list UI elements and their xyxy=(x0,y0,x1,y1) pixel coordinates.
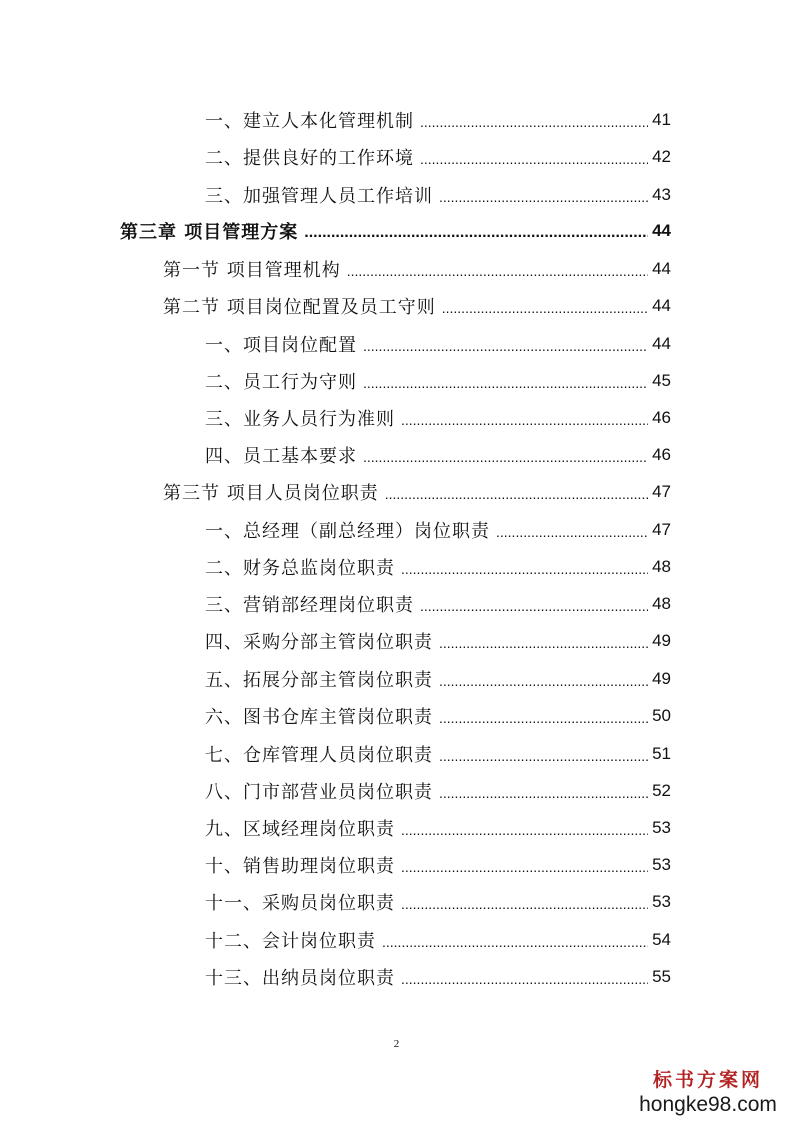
dot-leader xyxy=(420,114,648,130)
toc-title: 第三章 项目管理方案 xyxy=(120,222,299,243)
toc-page-number: 41 xyxy=(652,110,671,129)
toc-page-number: 45 xyxy=(652,371,671,390)
toc-entry-1 xyxy=(205,106,671,134)
dot-leader xyxy=(420,151,648,167)
dot-leader xyxy=(439,635,648,651)
toc-page-number: 44 xyxy=(652,296,671,315)
toc-entry-11 xyxy=(163,478,671,506)
toc-page-number: 48 xyxy=(652,594,671,613)
toc-entry-17 xyxy=(205,702,671,730)
toc-entry-24 xyxy=(205,963,671,991)
toc-page-number: 47 xyxy=(652,482,671,501)
dot-leader xyxy=(439,748,648,764)
toc-page-number: 46 xyxy=(652,445,671,464)
toc-title: 十三、出纳员岗位职责 xyxy=(205,968,395,989)
toc-title: 十一、采购员岗位职责 xyxy=(205,893,395,914)
dot-leader xyxy=(401,896,648,912)
toc-title: 六、图书仓库主管岗位职责 xyxy=(205,707,433,728)
toc-title: 十二、会计岗位职责 xyxy=(205,931,376,952)
dot-leader xyxy=(401,971,648,987)
page-number: 2 xyxy=(393,1038,400,1050)
toc-title: 三、加强管理人员工作培训 xyxy=(205,186,433,207)
toc-page-number: 55 xyxy=(652,967,671,986)
toc-page-number: 53 xyxy=(652,892,671,911)
dot-leader xyxy=(442,300,648,316)
toc-entry-10 xyxy=(205,441,671,469)
dot-leader xyxy=(363,338,648,354)
toc-entry-18 xyxy=(205,740,671,768)
dot-leader xyxy=(363,449,648,465)
toc-title: 九、区域经理岗位职责 xyxy=(205,819,395,840)
toc-page-number: 47 xyxy=(652,520,671,539)
dot-leader xyxy=(347,263,648,279)
toc-entry-21 xyxy=(205,851,671,879)
toc-title: 四、采购分部主管岗位职责 xyxy=(205,632,433,653)
toc-title: 七、仓库管理人员岗位职责 xyxy=(205,745,433,766)
toc-title: 第三节 项目人员岗位职责 xyxy=(163,483,379,504)
toc-entry-16 xyxy=(205,665,671,693)
toc-title: 八、门市部营业员岗位职责 xyxy=(205,782,433,803)
toc-entry-14 xyxy=(205,590,671,618)
toc-page-number: 54 xyxy=(652,930,671,949)
toc-title: 第一节 项目管理机构 xyxy=(163,260,341,281)
toc-entry-19 xyxy=(205,777,671,805)
toc-title: 二、财务总监岗位职责 xyxy=(205,558,395,579)
toc-title: 二、提供良好的工作环境 xyxy=(205,148,414,169)
site-watermark xyxy=(633,1068,783,1118)
toc-entry-2 xyxy=(205,143,671,171)
toc-entry-5 xyxy=(163,255,671,283)
dot-leader xyxy=(304,224,648,242)
toc-page-number: 49 xyxy=(652,669,671,688)
toc-page-number: 53 xyxy=(652,818,671,837)
dot-leader xyxy=(385,486,648,502)
toc-title: 五、拓展分部主管岗位职责 xyxy=(205,670,433,691)
toc-title: 一、总经理（副总经理）岗位职责 xyxy=(205,521,490,542)
toc-page-number: 50 xyxy=(652,706,671,725)
dot-leader xyxy=(496,524,648,540)
toc-title: 三、业务人员行为准则 xyxy=(205,409,395,430)
toc-title: 十、销售助理岗位职责 xyxy=(205,856,395,877)
dot-leader xyxy=(439,710,648,726)
dot-leader xyxy=(439,673,648,689)
toc-page-number: 46 xyxy=(652,408,671,427)
dot-leader xyxy=(401,561,648,577)
toc-title: 四、员工基本要求 xyxy=(205,446,357,467)
toc-page-number: 44 xyxy=(652,334,671,353)
toc-page-number: 53 xyxy=(652,855,671,874)
toc-page-number: 52 xyxy=(652,781,671,800)
toc-page-number: 44 xyxy=(652,221,671,240)
toc-entry-23 xyxy=(205,926,671,954)
toc-entry-7 xyxy=(205,330,671,358)
toc-entry-chapter-3 xyxy=(120,217,671,245)
toc-entry-22 xyxy=(205,888,671,916)
dot-leader xyxy=(363,375,648,391)
toc-title: 一、建立人本化管理机制 xyxy=(205,111,414,132)
toc-page-number: 51 xyxy=(652,744,671,763)
toc-entry-15 xyxy=(205,627,671,655)
toc-page-number: 49 xyxy=(652,631,671,650)
toc-page-number: 48 xyxy=(652,557,671,576)
toc-entry-3 xyxy=(205,181,671,209)
toc-title: 三、营销部经理岗位职责 xyxy=(205,595,414,616)
dot-leader xyxy=(439,189,648,205)
dot-leader xyxy=(382,934,648,950)
toc-entry-9 xyxy=(205,404,671,432)
toc-entry-20 xyxy=(205,814,671,842)
toc-page-number: 44 xyxy=(652,259,671,278)
toc-title: 一、项目岗位配置 xyxy=(205,335,357,356)
toc-page-number: 42 xyxy=(652,147,671,166)
toc-page-number: 43 xyxy=(652,185,671,204)
toc-entry-8 xyxy=(205,367,671,395)
dot-leader xyxy=(401,822,648,838)
toc-entry-13 xyxy=(205,553,671,581)
toc-entry-6 xyxy=(163,292,671,320)
dot-leader xyxy=(439,785,648,801)
toc-title: 第二节 项目岗位配置及员工守则 xyxy=(163,297,436,318)
watermark-domain-text: hongke98.com xyxy=(639,1093,777,1116)
toc-title: 二、员工行为守则 xyxy=(205,372,357,393)
dot-leader xyxy=(401,412,648,428)
dot-leader xyxy=(420,598,648,614)
dot-leader xyxy=(401,859,648,875)
toc-entry-12 xyxy=(205,516,671,544)
watermark-chinese-text: 标书方案网 xyxy=(652,1069,763,1091)
